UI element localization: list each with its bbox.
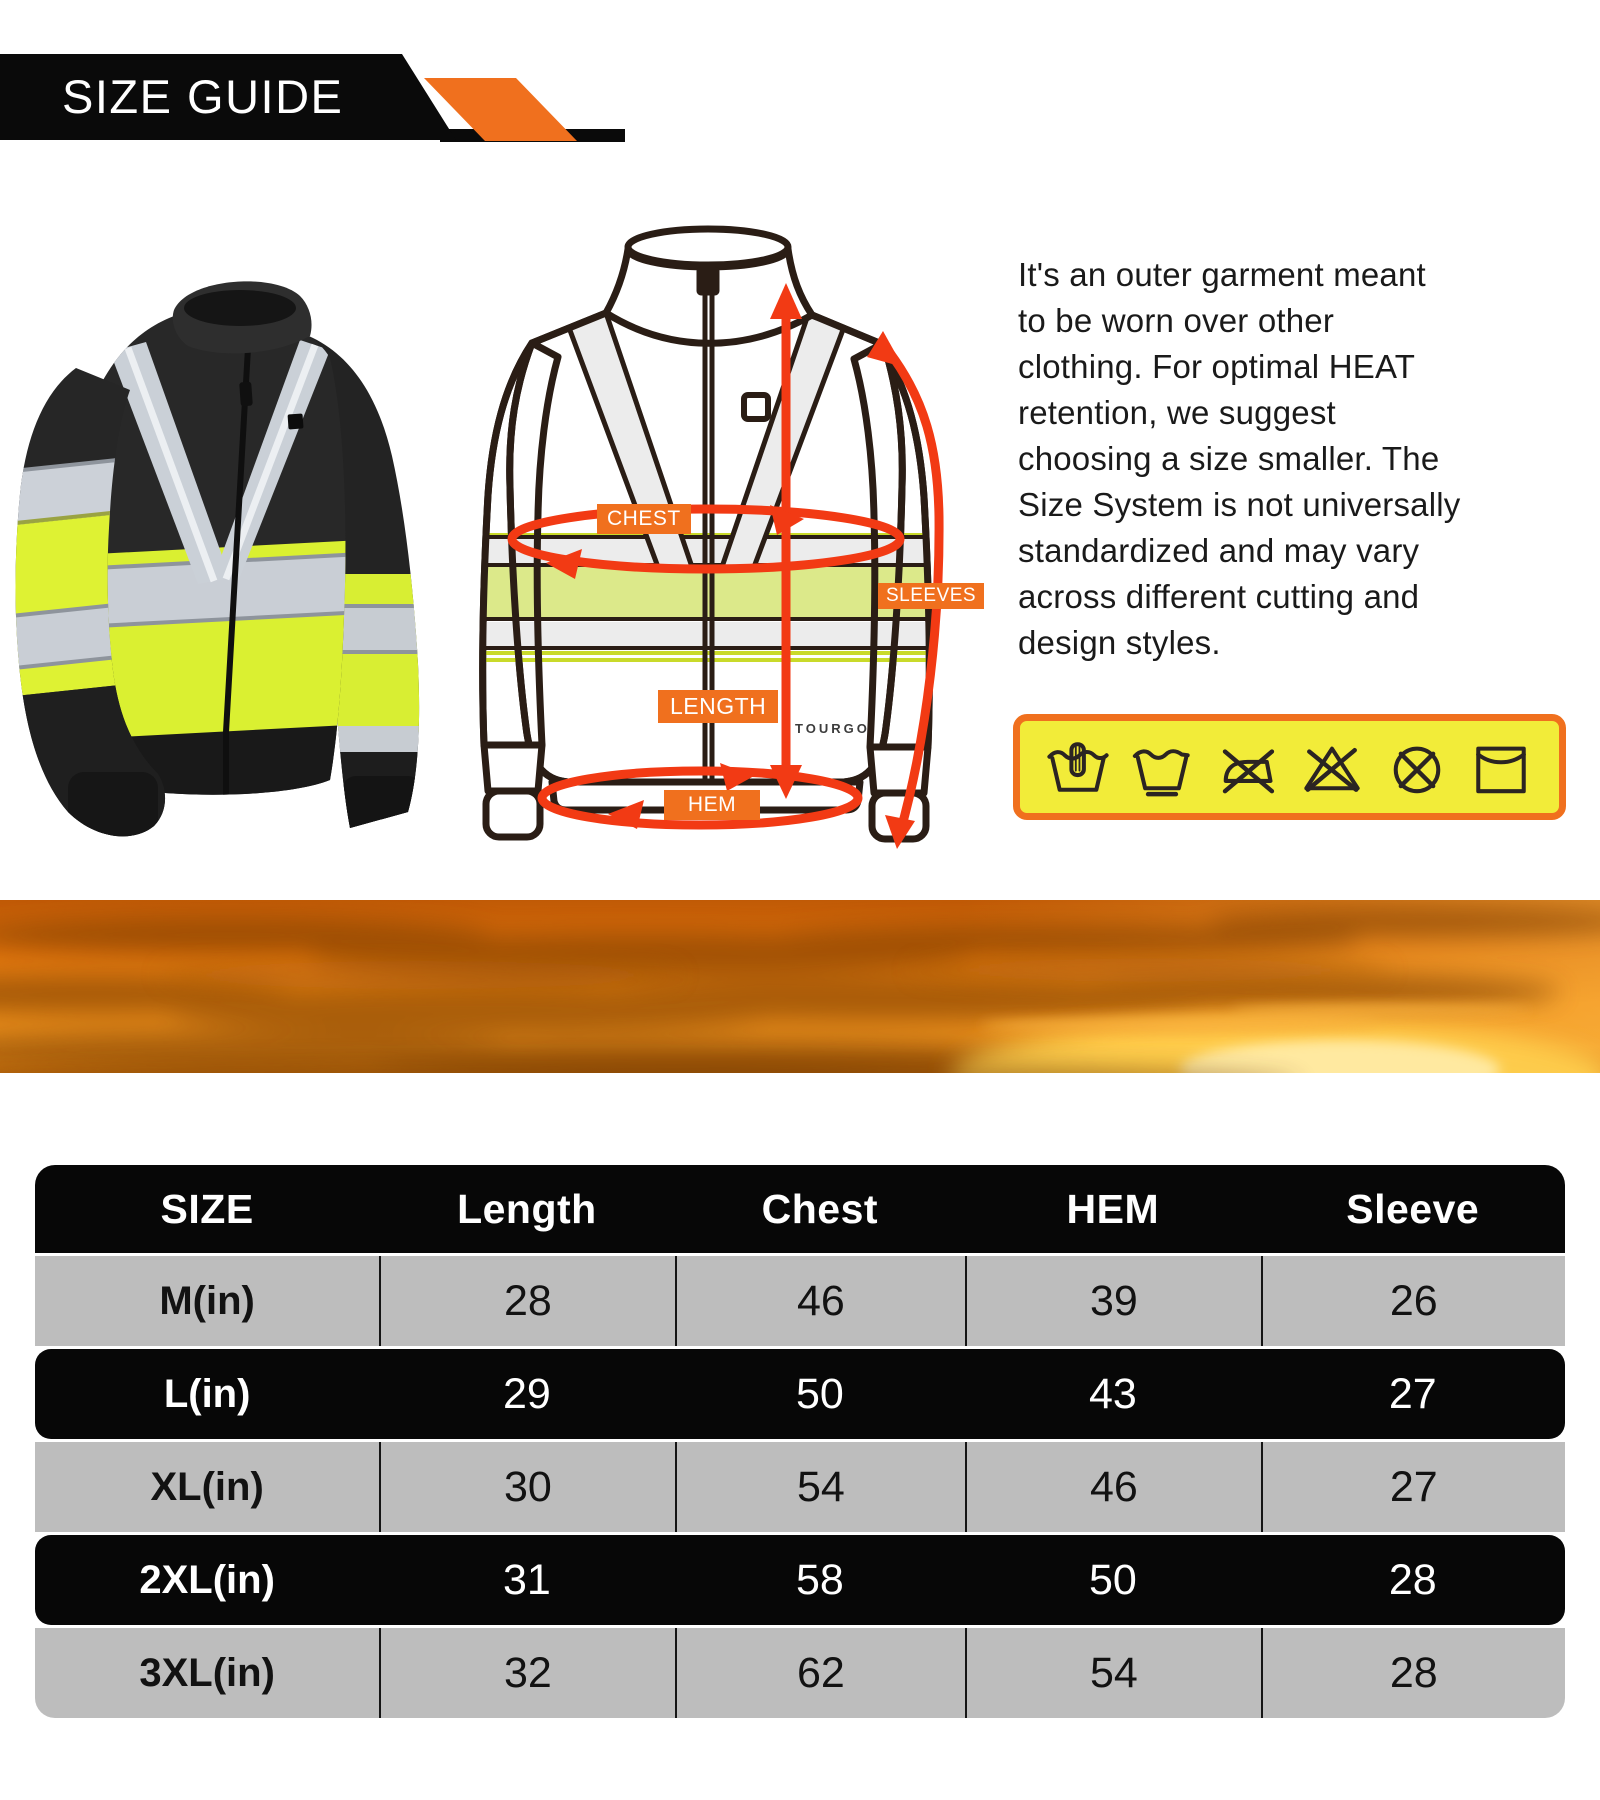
page-title: SIZE GUIDE [62, 70, 344, 123]
description-line: choosing a size smaller. The [1018, 440, 1440, 477]
description-line: standardized and may vary [1018, 532, 1420, 569]
jacket-photo [12, 256, 457, 848]
header-cell: Sleeve [1346, 1185, 1480, 1232]
hang-dry-icon [1468, 734, 1534, 800]
value-cell: 26 [1261, 1256, 1565, 1346]
value-cell: 54 [675, 1442, 966, 1532]
value-cell: 50 [1088, 1555, 1137, 1604]
description-line: clothing. For optimal HEAT [1018, 348, 1416, 385]
description-line: retention, we suggest [1018, 394, 1336, 431]
row-label-cell: M(in) [159, 1278, 255, 1323]
chest-label: CHEST [597, 504, 691, 534]
do-not-tumble-dry-icon [1384, 734, 1450, 800]
value-cell: 32 [379, 1628, 674, 1718]
value-cell: 28 [1261, 1628, 1565, 1718]
sunset-banner [0, 900, 1600, 1073]
description-line: Size System is not universally [1018, 486, 1461, 523]
header-cell: Chest [761, 1185, 879, 1232]
description-line: design styles. [1018, 624, 1221, 661]
table-row [35, 1256, 1565, 1346]
value-cell: 39 [965, 1256, 1260, 1346]
value-cell: 27 [1388, 1369, 1437, 1418]
product-description [1018, 252, 1461, 666]
table-row [35, 1349, 1565, 1439]
value-cell: 28 [379, 1256, 674, 1346]
header-cell: SIZE [160, 1185, 254, 1232]
do-not-iron-icon [1214, 734, 1280, 800]
header-cell: Length [457, 1185, 597, 1232]
value-cell: 29 [502, 1369, 551, 1418]
value-cell: 46 [675, 1256, 966, 1346]
table-row [35, 1535, 1565, 1625]
table-header [35, 1165, 1565, 1253]
row-label-cell: 2XL(in) [139, 1557, 275, 1602]
hand-wash-icon [1045, 734, 1111, 800]
table-body [35, 1256, 1565, 1718]
value-cell: 30 [379, 1442, 674, 1532]
hem-label: HEM [664, 790, 760, 820]
length-label: LENGTH [658, 690, 778, 723]
sleeves-label: SLEEVES [878, 583, 984, 609]
machine-wash-icon [1129, 734, 1195, 800]
value-cell: 58 [795, 1555, 844, 1604]
table-row [35, 1442, 1565, 1532]
description-line: to be worn over other [1018, 302, 1335, 339]
value-cell: 46 [965, 1442, 1260, 1532]
brand-text: TOURGO [795, 721, 870, 736]
value-cell: 54 [965, 1628, 1260, 1718]
description-line: It's an outer garment meant [1018, 256, 1426, 293]
row-label-cell: L(in) [163, 1371, 251, 1416]
care-symbols-box [1013, 714, 1566, 820]
description-line: across different cutting and [1018, 578, 1420, 615]
size-table [35, 1165, 1565, 1718]
table-row [35, 1628, 1565, 1718]
row-label-cell: 3XL(in) [139, 1650, 275, 1695]
value-cell: 28 [1388, 1555, 1437, 1604]
value-cell: 62 [675, 1628, 966, 1718]
value-cell: 27 [1261, 1442, 1565, 1532]
row-label-cell: XL(in) [150, 1464, 264, 1509]
value-cell: 31 [502, 1555, 551, 1604]
value-cell: 50 [795, 1369, 844, 1418]
header-cell: HEM [1066, 1185, 1160, 1232]
value-cell: 43 [1088, 1369, 1137, 1418]
do-not-bleach-icon [1299, 734, 1365, 800]
